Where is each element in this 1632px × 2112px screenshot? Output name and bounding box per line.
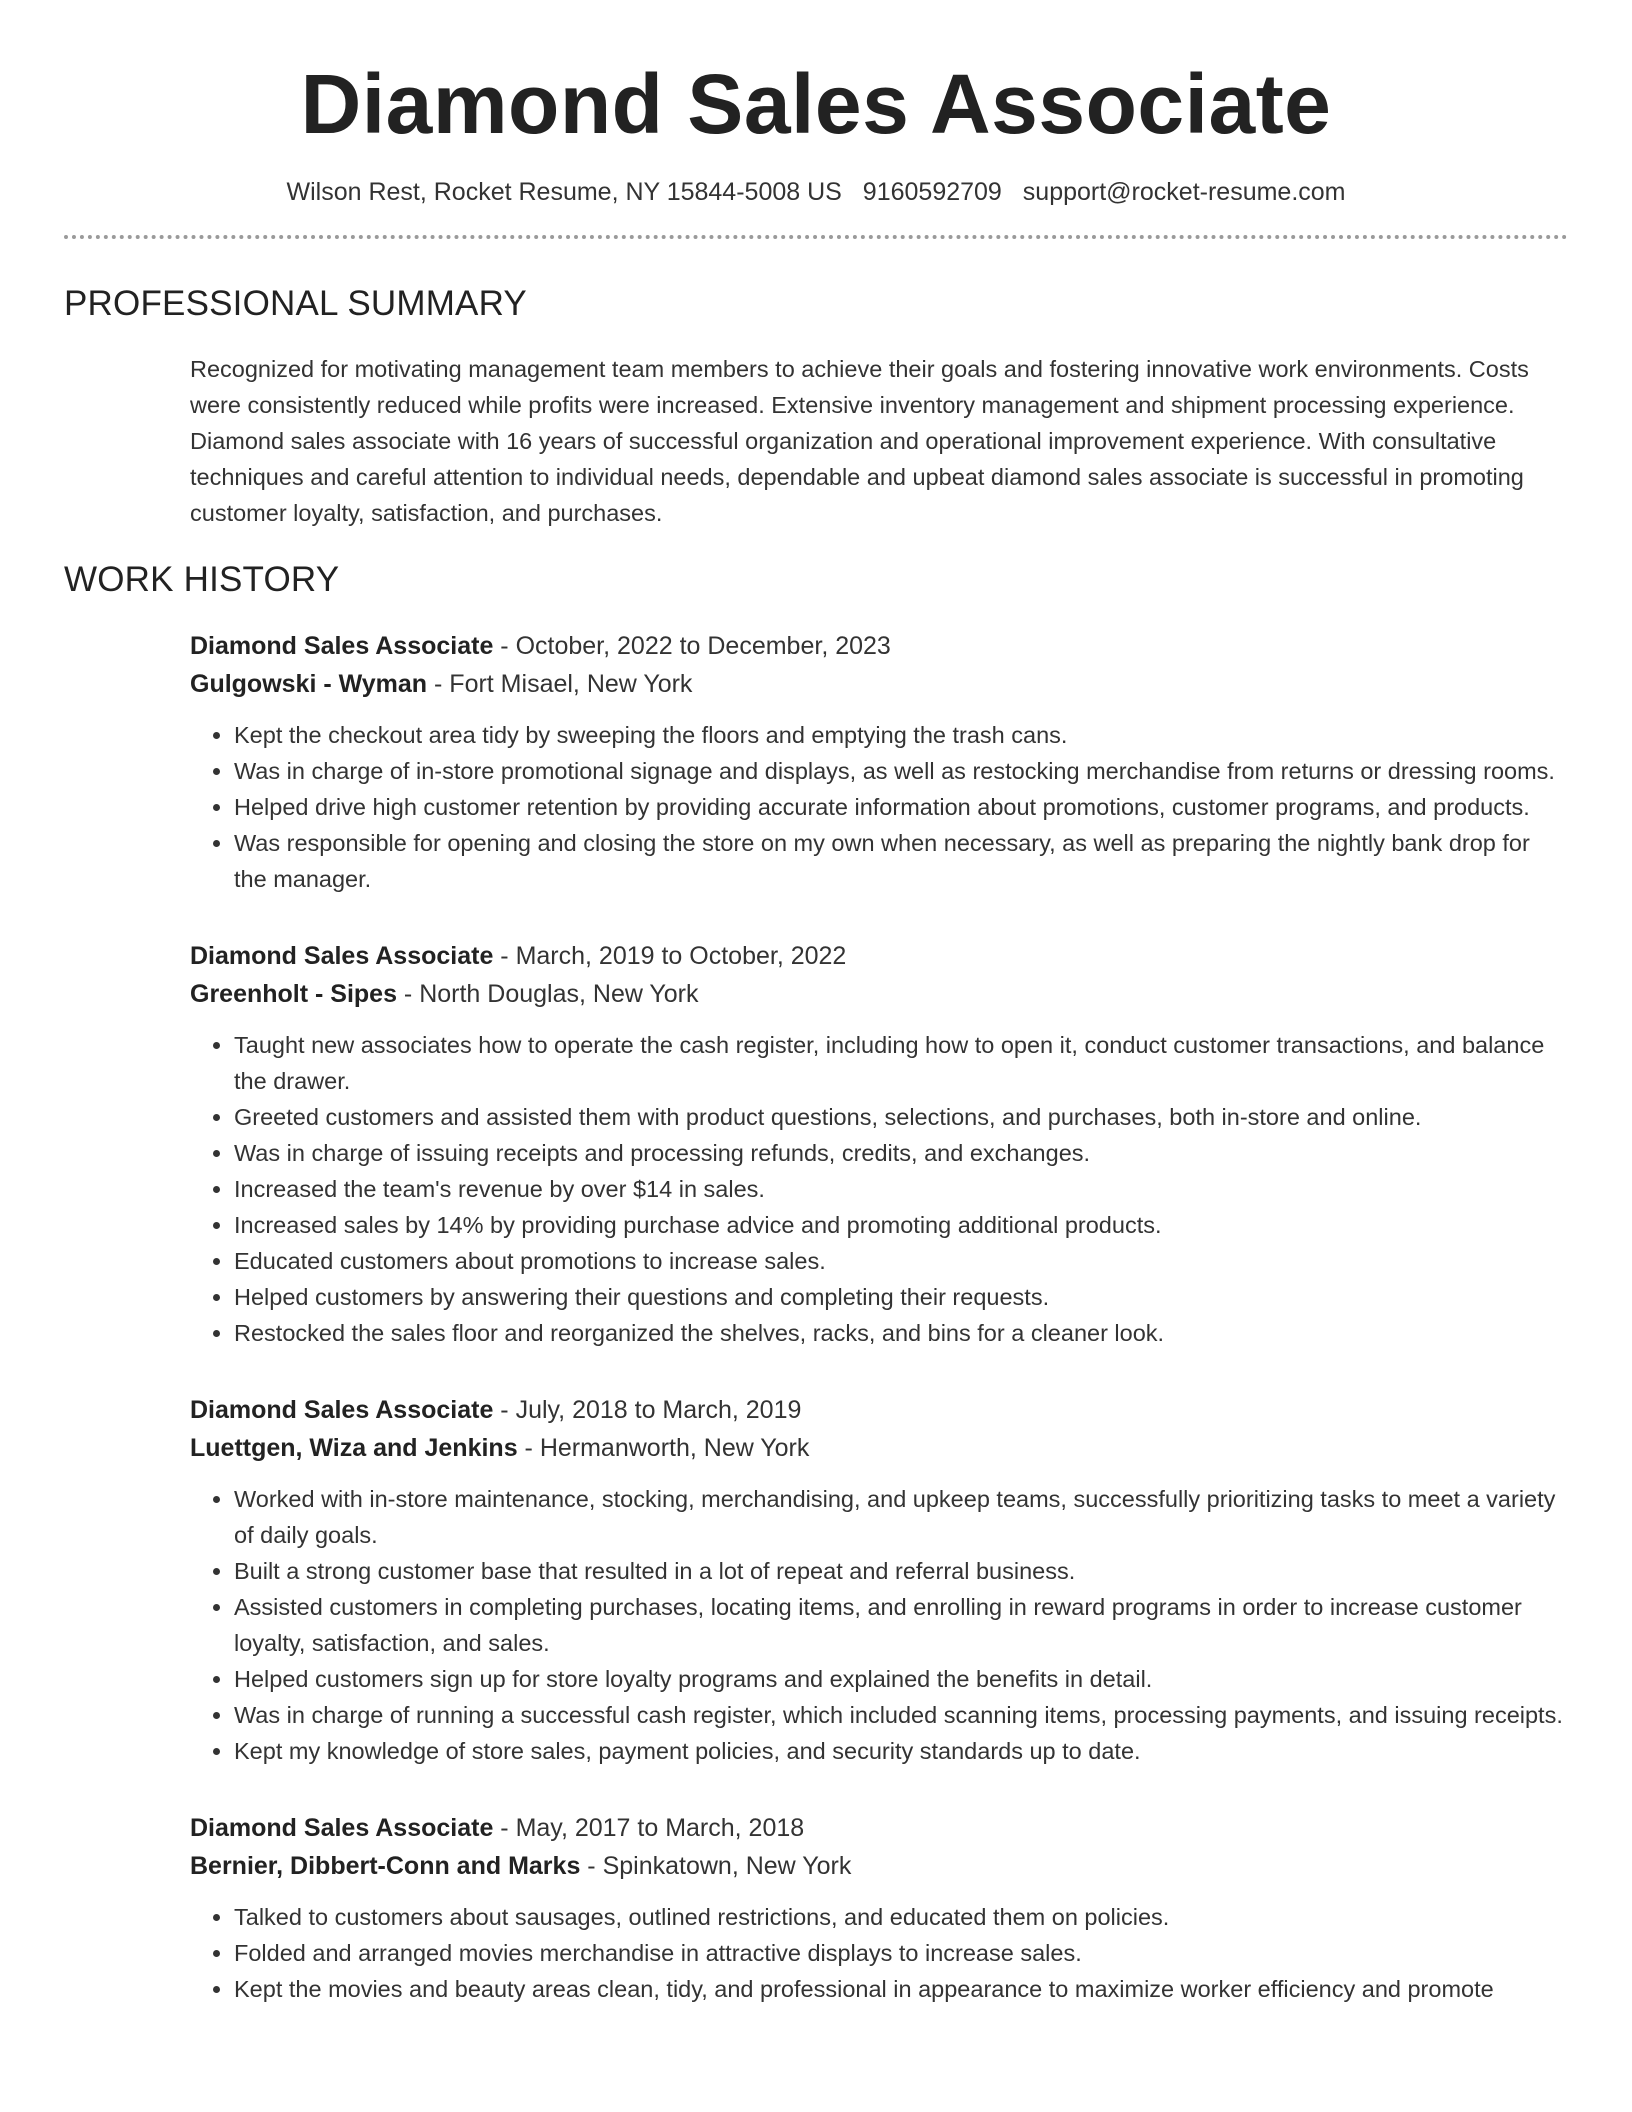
job-bullet: • Was responsible for opening and closing the store on my own when necessary, as well as preparing the nightly bank drop for the manager. bbox=[234, 825, 1568, 897]
work-history-heading: WORK HISTORY bbox=[64, 559, 340, 599]
job-title: Diamond Sales Associate bbox=[190, 631, 494, 660]
job-bullet: • Helped customers sign up for store loyalty programs and explained the benefits in detail. bbox=[234, 1661, 1568, 1697]
job-company-line bbox=[190, 1429, 1568, 1467]
job-bullet: • Was in charge of in-store promotional signage and displays, as well as restocking merchandise from returns or dressing rooms. bbox=[234, 753, 1568, 789]
candidate-name: Diamond Sales Associate bbox=[300, 57, 1332, 151]
header-divider bbox=[64, 235, 1568, 239]
job-company: Gulgowski - Wyman bbox=[190, 669, 428, 698]
job-title: Diamond Sales Associate bbox=[190, 1395, 494, 1424]
job-entry bbox=[190, 1809, 1568, 2007]
job-bullet: • Greeted customers and assisted them with product questions, selections, and purchases, both in-store and online. bbox=[234, 1099, 1568, 1135]
job-bullet: • Worked with in-store maintenance, stocking, merchandising, and upkeep teams, successfully prioritizing tasks to meet a variety of daily goals. bbox=[234, 1481, 1568, 1553]
summary-text: Recognized for motivating management team members to achieve their goals and fostering innovative work environments. Costs were consistently reduced while profits were increased. Extensive inventory management and shipment processing experience. Diamond sales associate with 16 years of successful organization and operational improvement experience. With consultative techniques and careful attention to individual needs, dependable and upbeat diamond sales associate is successful in promoting customer loyalty, satisfaction, and purchases. bbox=[190, 355, 1529, 526]
job-bullets bbox=[190, 1899, 1568, 2007]
job-bullet: • Educated customers about promotions to increase sales. bbox=[234, 1243, 1568, 1279]
job-company-line bbox=[190, 665, 1568, 703]
job-bullet: • Talked to customers about sausages, outlined restrictions, and educated them on policies. bbox=[234, 1899, 1568, 1935]
job-location: - North Douglas, New York bbox=[396, 979, 699, 1008]
job-title: Diamond Sales Associate bbox=[190, 1813, 494, 1842]
job-title-line bbox=[190, 1809, 1568, 1847]
job-dates: - March, 2019 to October, 2022 bbox=[493, 941, 847, 970]
job-bullet: • Kept my knowledge of store sales, payment policies, and security standards up to date. bbox=[234, 1733, 1568, 1769]
job-entry bbox=[190, 937, 1568, 1351]
job-title-line bbox=[190, 937, 1568, 975]
job-bullet: • Was in charge of issuing receipts and processing refunds, credits, and exchanges. bbox=[234, 1135, 1568, 1171]
job-bullet: • Built a strong customer base that resulted in a lot of repeat and referral business. bbox=[234, 1553, 1568, 1589]
contact-line bbox=[64, 176, 1568, 209]
job-bullet: • Folded and arranged movies merchandise in attractive displays to increase sales. bbox=[234, 1935, 1568, 1971]
job-bullets bbox=[190, 1481, 1568, 1769]
job-company-line bbox=[190, 975, 1568, 1013]
job-entry bbox=[190, 627, 1568, 897]
job-bullet: • Helped customers by answering their questions and completing their requests. bbox=[234, 1279, 1568, 1315]
job-bullet: • Assisted customers in completing purchases, locating items, and enrolling in reward programs in order to increase customer loyalty, satisfaction, and sales. bbox=[234, 1589, 1568, 1661]
job-bullets bbox=[190, 1027, 1568, 1351]
job-bullet: • Increased sales by 14% by providing purchase advice and promoting additional products. bbox=[234, 1207, 1568, 1243]
summary-heading: PROFESSIONAL SUMMARY bbox=[64, 283, 527, 323]
job-location: - Hermanworth, New York bbox=[517, 1433, 810, 1462]
job-company: Bernier, Dibbert-Conn and Marks bbox=[190, 1851, 581, 1880]
job-company-line bbox=[190, 1847, 1568, 1885]
job-entry bbox=[190, 1391, 1568, 1769]
job-dates: - May, 2017 to March, 2018 bbox=[493, 1813, 805, 1842]
job-bullet: • Increased the team's revenue by over $14 in sales. bbox=[234, 1171, 1568, 1207]
job-list bbox=[190, 627, 1568, 2007]
contact-address: Wilson Rest, Rocket Resume, NY 15844-5008 US bbox=[286, 178, 842, 207]
job-bullet: • Helped drive high customer retention by providing accurate information about promotions, customer programs, and products. bbox=[234, 789, 1568, 825]
job-bullet: • Kept the checkout area tidy by sweeping the floors and emptying the trash cans. bbox=[234, 717, 1568, 753]
job-title-line bbox=[190, 627, 1568, 665]
job-dates: - July, 2018 to March, 2019 bbox=[493, 1395, 802, 1424]
contact-email: support@rocket-resume.com bbox=[1022, 178, 1346, 207]
job-location: - Spinkatown, New York bbox=[580, 1851, 852, 1880]
job-company: Greenholt - Sipes bbox=[190, 979, 397, 1008]
job-bullet: • Restocked the sales floor and reorganized the shelves, racks, and bins for a cleaner look. bbox=[234, 1315, 1568, 1351]
job-bullets bbox=[190, 717, 1568, 897]
contact-phone: 9160592709 bbox=[862, 178, 1002, 207]
resume-page bbox=[64, 0, 1568, 2047]
job-location: - Fort Misael, New York bbox=[427, 669, 693, 698]
job-bullet: • Taught new associates how to operate the cash register, including how to open it, conduct customer transactions, and balance the drawer. bbox=[234, 1027, 1568, 1099]
job-bullet: • Kept the movies and beauty areas clean, tidy, and professional in appearance to maximize worker efficiency and promote bbox=[234, 1971, 1568, 2007]
job-dates: - October, 2022 to December, 2023 bbox=[493, 631, 891, 660]
job-title: Diamond Sales Associate bbox=[190, 941, 494, 970]
job-company: Luettgen, Wiza and Jenkins bbox=[190, 1433, 518, 1462]
job-title-line bbox=[190, 1391, 1568, 1429]
job-bullet: • Was in charge of running a successful cash register, which included scanning items, processing payments, and issuing receipts. bbox=[234, 1697, 1568, 1733]
